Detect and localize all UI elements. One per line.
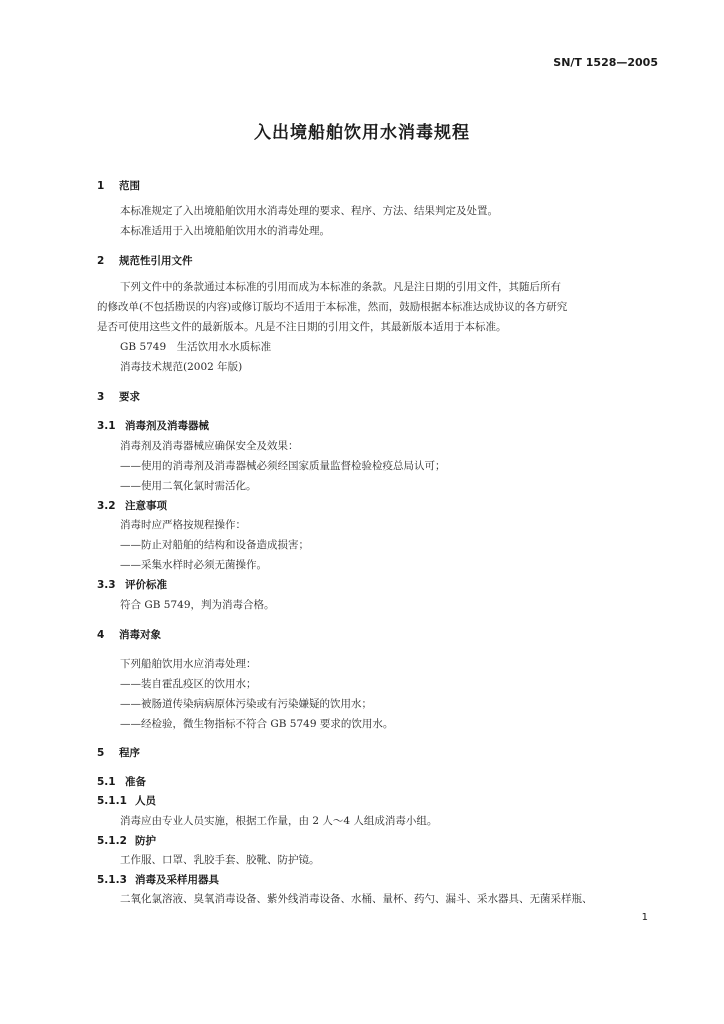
list-item: ——采集水样时必须无菌操作。	[120, 559, 267, 571]
subsection-title: 准备	[125, 776, 146, 788]
subsection-number: 3.1	[97, 420, 116, 432]
paragraph: 消毒剂及消毒器械应确保安全及效果：	[120, 440, 299, 452]
subsection-number: 5.1.2	[97, 835, 127, 847]
subsection-heading-5-1-2	[97, 833, 156, 848]
subsection-title: 注意事项	[125, 500, 167, 512]
paragraph: 消毒时应严格按规程操作：	[120, 519, 246, 531]
section-number: 3	[97, 391, 105, 403]
subsection-number: 5.1.3	[97, 874, 127, 886]
subsection-heading-3-2	[97, 498, 167, 513]
section-title: 消毒对象	[119, 629, 161, 641]
paragraph-line: 下列文件中的条款通过本标准的引用而成为本标准的条款。凡是注日期的引用文件，其随后所有	[120, 281, 561, 293]
paragraph: 本标准适用于入出境船舶饮用水的消毒处理。	[120, 225, 330, 237]
subsection-title: 消毒及采样用器具	[135, 874, 219, 886]
list-item: ——经检验，微生物指标不符合 GB 5749 要求的饮用水。	[120, 718, 394, 730]
section-heading-2	[97, 253, 193, 268]
paragraph-line: 的修改单(不包括勘误的内容)或修订版均不适用于本标准，然而，鼓励根据本标准达成协议的各方研究	[97, 301, 568, 313]
subsection-title: 人员	[135, 795, 156, 807]
section-number: 5	[97, 747, 105, 759]
paragraph: 消毒应由专业人员实施，根据工作量，由 2 人～4 人组成消毒小组。	[120, 815, 438, 827]
section-number: 4	[97, 629, 105, 641]
list-item: ——使用的消毒剂及消毒器械必须经国家质量监督检验检疫总局认可；	[120, 460, 446, 472]
reference-item: 消毒技术规范(2002 年版)	[120, 361, 243, 373]
page-number: 1	[641, 912, 648, 923]
document-title: 入出境船舶饮用水消毒规程	[254, 123, 470, 143]
subsection-heading-3-1	[97, 418, 209, 433]
subsection-heading-5-1-1	[97, 793, 156, 808]
subsection-number: 3.2	[97, 500, 116, 512]
reference-item: GB 5749 生活饮用水水质标准	[120, 341, 272, 353]
list-item: ——装自霍乱疫区的饮用水；	[120, 678, 257, 690]
subsection-heading-5-1-3	[97, 872, 219, 887]
paragraph: 下列船舶饮用水应消毒处理：	[120, 658, 257, 670]
section-number: 1	[97, 180, 105, 192]
subsection-heading-3-3	[97, 577, 167, 592]
subsection-heading-5-1	[97, 774, 146, 789]
section-heading-1	[97, 178, 140, 193]
subsection-number: 3.3	[97, 579, 116, 591]
standard-number: SN/T 1528—2005	[553, 56, 658, 69]
paragraph-line: 是否可使用这些文件的最新版本。凡是不注日期的引用文件，其最新版本适用于本标准。	[97, 321, 507, 333]
paragraph: 本标准规定了入出境船舶饮用水消毒处理的要求、程序、方法、结果判定及处置。	[120, 205, 498, 217]
subsection-title: 防护	[135, 835, 156, 847]
list-item: ——被肠道传染病病原体污染或有污染嫌疑的饮用水；	[120, 698, 372, 710]
subsection-title: 评价标准	[125, 579, 167, 591]
paragraph: 符合 GB 5749，判为消毒合格。	[120, 599, 275, 611]
paragraph: 工作服、口罩、乳胶手套、胶靴、防护镜。	[120, 854, 320, 866]
section-number: 2	[97, 255, 105, 267]
section-title: 程序	[119, 747, 140, 759]
section-title: 要求	[119, 391, 140, 403]
section-title: 规范性引用文件	[119, 255, 193, 267]
section-heading-5	[97, 745, 140, 760]
subsection-title: 消毒剂及消毒器械	[125, 420, 209, 432]
section-heading-3	[97, 389, 140, 404]
subsection-number: 5.1.1	[97, 795, 127, 807]
paragraph: 二氧化氯溶液、臭氧消毒设备、紫外线消毒设备、水桶、量杯、药勺、漏斗、采水器具、无菌采样瓶、	[120, 893, 593, 905]
section-title: 范围	[119, 180, 140, 192]
list-item: ——使用二氧化氯时需活化。	[120, 480, 257, 492]
subsection-number: 5.1	[97, 776, 116, 788]
list-item: ——防止对船舶的结构和设备造成损害；	[120, 539, 309, 551]
section-heading-4	[97, 627, 161, 642]
